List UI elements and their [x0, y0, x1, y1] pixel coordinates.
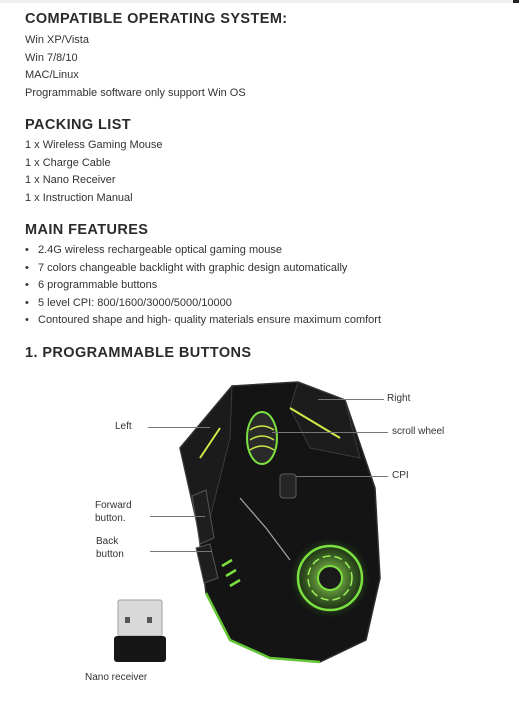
compat-line: Programmable software only support Win OS	[25, 86, 246, 99]
label-forward-line1: Forward	[95, 500, 132, 511]
label-forward-line2: button.	[95, 512, 126, 524]
packing-line: 1 x Charge Cable	[25, 156, 111, 169]
feature-item: • 2.4G wireless rechargeable optical gaming mouse	[25, 242, 381, 260]
label-forward-button	[95, 500, 132, 525]
leader-back	[150, 551, 212, 552]
leader-cpi	[296, 476, 388, 477]
features-list	[25, 242, 381, 330]
compat-line: Win 7/8/10	[25, 51, 78, 64]
label-left: Left	[115, 421, 132, 432]
features-heading: MAIN FEATURES	[25, 222, 149, 238]
top-border	[0, 0, 519, 3]
feature-item: • 6 programmable buttons	[25, 277, 381, 295]
compat-list	[25, 32, 246, 102]
label-right: Right	[387, 393, 411, 404]
label-back-line2: button	[96, 548, 124, 560]
packing-list	[25, 137, 163, 207]
feature-item: • 5 level CPI: 800/1600/3000/5000/10000	[25, 295, 381, 313]
compat-heading: COMPATIBLE OPERATING SYSTEM:	[25, 11, 288, 27]
label-cpi: CPI	[392, 470, 409, 481]
packing-line: 1 x Wireless Gaming Mouse	[25, 139, 163, 151]
feature-item: • Contoured shape and high- quality materials ensure maximum comfort	[25, 312, 381, 330]
gaming-mouse-illustration	[170, 378, 395, 668]
label-back-button	[96, 536, 124, 561]
leader-right	[318, 399, 384, 400]
packing-line: 1 x Instruction Manual	[25, 191, 133, 204]
label-scroll-wheel: scroll wheel	[392, 426, 445, 437]
compat-line: MAC/Linux	[25, 69, 79, 82]
packing-line: 1 x Nano Receiver	[25, 174, 116, 187]
nano-receiver-illustration	[112, 597, 168, 665]
label-nano-receiver: Nano receiver	[85, 672, 148, 683]
leader-scroll-wheel	[272, 432, 388, 433]
feature-item: • 7 colors changeable backlight with graphic design automatically	[25, 260, 381, 278]
leader-left	[148, 427, 210, 428]
compat-line: Win XP/Vista	[25, 34, 89, 46]
programmable-heading: 1. PROGRAMMABLE BUTTONS	[25, 345, 252, 361]
label-back-line1: Back	[96, 536, 119, 547]
leader-forward	[150, 516, 205, 517]
packing-heading: PACKING LIST	[25, 117, 132, 133]
